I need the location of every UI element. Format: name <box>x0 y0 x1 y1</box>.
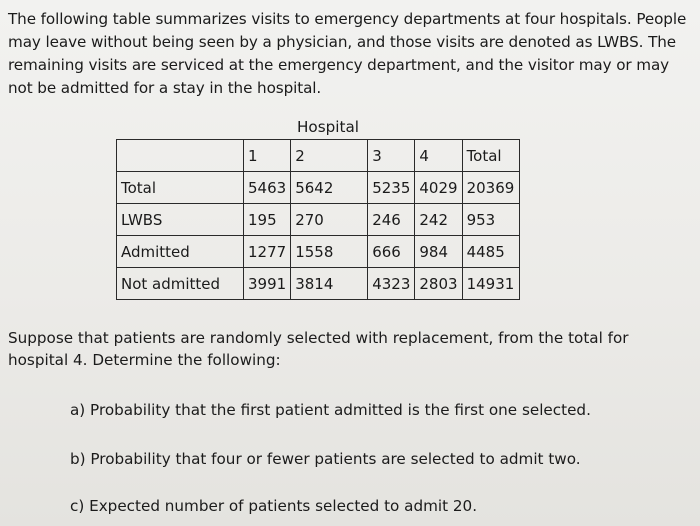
table-header-row <box>117 140 520 172</box>
table-cell: 3814 <box>291 268 368 300</box>
question-item-c: c) Expected number of patients selected to admit 20. <box>70 497 478 515</box>
row-label: Total <box>117 172 244 204</box>
table-cell: 1558 <box>291 236 368 268</box>
table-cell: 4323 <box>368 268 415 300</box>
question-item-a: a) Probability that the first patient admitted is the first one selected. <box>70 401 591 419</box>
row-label: Admitted <box>117 236 244 268</box>
header-cell-hospital-1: 1 <box>244 140 291 172</box>
table-cell: 953 <box>462 204 519 236</box>
table-row <box>117 268 520 300</box>
table-row <box>117 172 520 204</box>
table-cell: 246 <box>368 204 415 236</box>
visits-table <box>116 139 520 300</box>
table-cell: 242 <box>415 204 462 236</box>
table-cell: 3991 <box>244 268 291 300</box>
question-item-b: b) Probability that four or fewer patients are selected to admit two. <box>70 450 581 468</box>
table-cell: 666 <box>368 236 415 268</box>
header-cell-total: Total <box>462 140 519 172</box>
table-cell: 5463 <box>244 172 291 204</box>
table-cell: 270 <box>291 204 368 236</box>
table-cell: 984 <box>415 236 462 268</box>
table-cell: 2803 <box>415 268 462 300</box>
table-cell: 5235 <box>368 172 415 204</box>
header-cell-hospital-3: 3 <box>368 140 415 172</box>
table-cell: 14931 <box>462 268 519 300</box>
header-cell-empty <box>117 140 244 172</box>
table-row <box>117 236 520 268</box>
row-label: Not admitted <box>117 268 244 300</box>
table-cell: 4485 <box>462 236 519 268</box>
table-cell: 1277 <box>244 236 291 268</box>
table-cell: 195 <box>244 204 291 236</box>
header-cell-hospital-2: 2 <box>291 140 368 172</box>
row-label: LWBS <box>117 204 244 236</box>
table-cell: 5642 <box>291 172 368 204</box>
header-cell-hospital-4: 4 <box>415 140 462 172</box>
table-row <box>117 204 520 236</box>
table-cell: 4029 <box>415 172 462 204</box>
table-cell: 20369 <box>462 172 519 204</box>
intro-paragraph: The following table summarizes visits to emergency departments at four hospitals. People may leave without being seen by a physician, and those visits are denoted as LWBS. The remaining visits are serviced at the emergency department, and the visitor may or may not be admitted for a stay in the hospital. <box>8 10 687 97</box>
table-caption: Hospital <box>297 118 359 136</box>
question-paragraph: Suppose that patients are randomly selected with replacement, from the total for hospital 4. Determine the following: <box>8 329 629 369</box>
